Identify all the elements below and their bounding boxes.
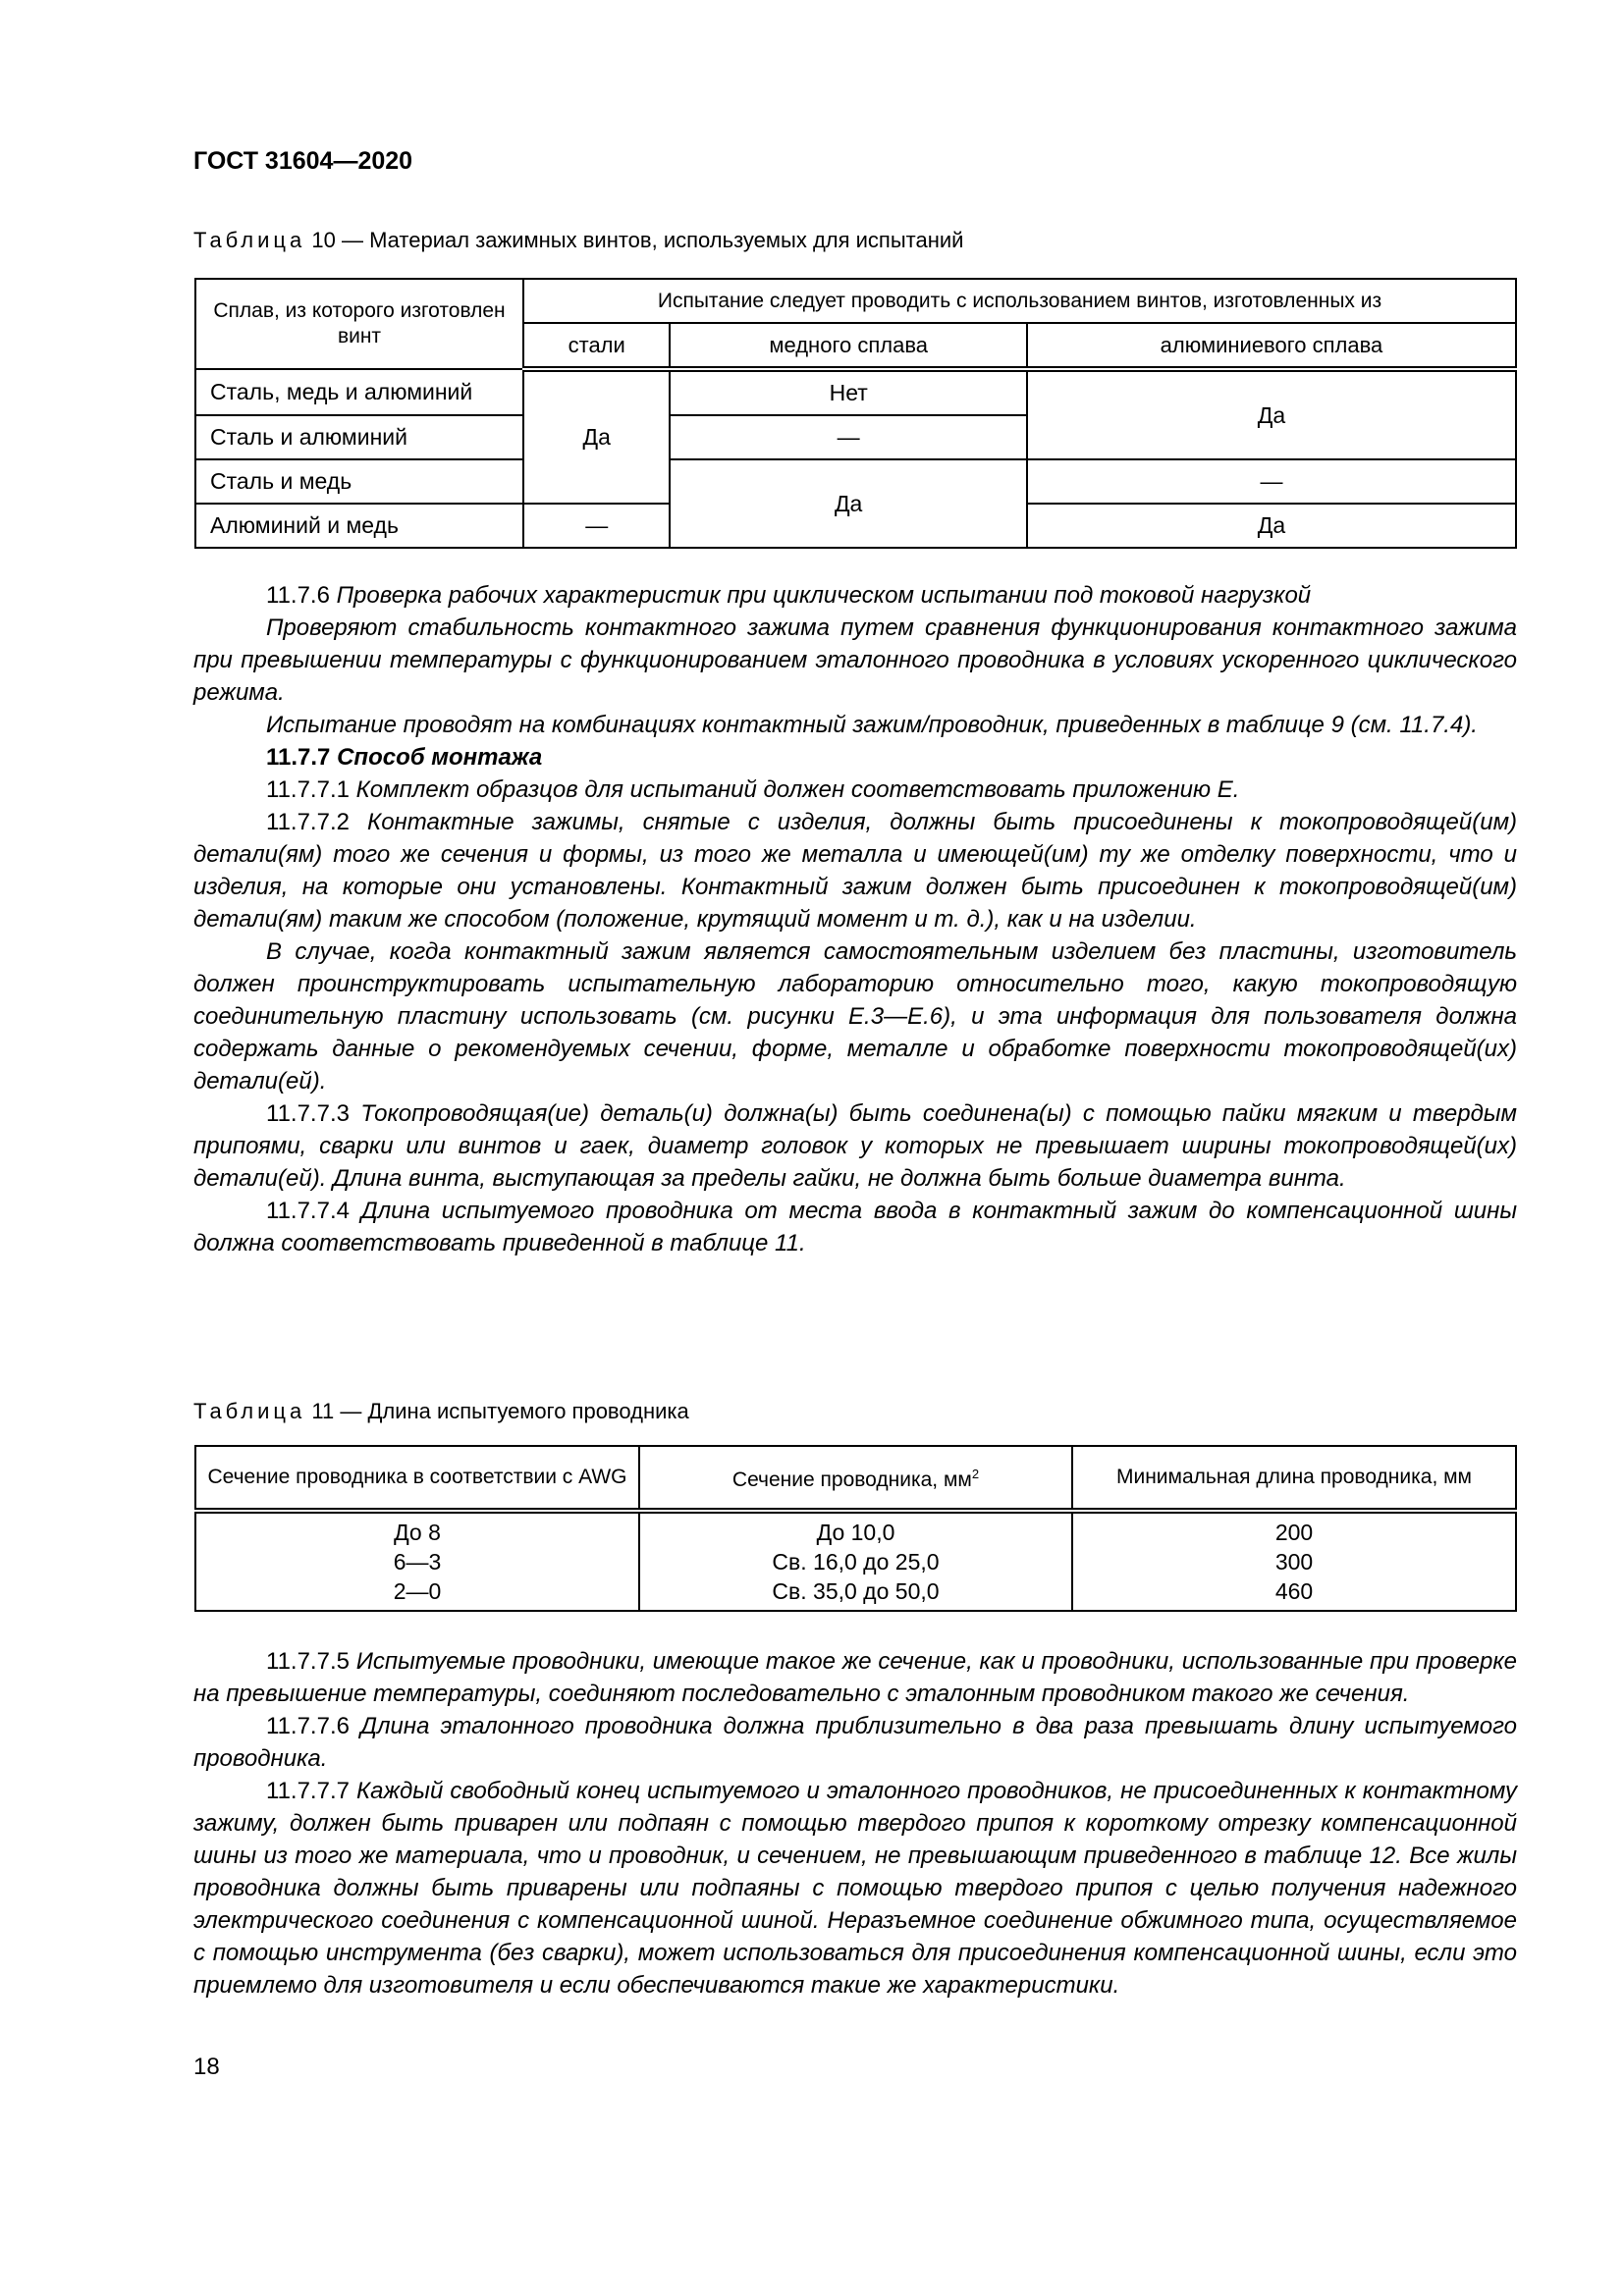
caption-text: 11 — Длина испытуемого проводника [311, 1399, 689, 1423]
header-text: Сечение проводника, мм [731, 1468, 972, 1491]
cell: 2—0 [393, 1578, 442, 1604]
cell: До 8 [394, 1520, 441, 1545]
cell: — [523, 504, 670, 548]
paragraph-text: Длина эталонного проводника должна приблизительно в два раза превышать длину испытуемого проводника. [193, 1713, 1517, 1772]
table10-caption [193, 228, 963, 253]
col-length [1072, 1511, 1516, 1611]
clause-number: 11.7.7.2 [266, 809, 350, 835]
paragraph-text: Проверяют стабильность контактного зажима путем сравнения функционирования контактного зажима при превышении температуры с функционированием эталонного проводника в условиях ускоренного циклического режима. [193, 614, 1517, 706]
row-label: Сталь, медь и алюминий [195, 369, 523, 415]
cell: — [670, 415, 1027, 459]
body-text-1 [193, 579, 1517, 1259]
header-aluminium: алюминиевого сплава [1027, 323, 1516, 369]
table-11 [194, 1445, 1517, 1612]
paragraph [193, 774, 1517, 806]
clause-number: 11.7.7 [266, 744, 331, 771]
paragraph [193, 1195, 1517, 1259]
cell: До 10,0 [816, 1520, 895, 1545]
header-awg: Сечение проводника в соответствии с AWG [195, 1446, 639, 1511]
cell: 200 [1274, 1520, 1314, 1545]
clause-number: 11.7.7.3 [266, 1100, 350, 1127]
clause-number: 11.7.7.6 [266, 1713, 350, 1739]
row-label: Сталь и медь [195, 459, 523, 504]
paragraph [193, 709, 1517, 741]
paragraph [193, 612, 1517, 709]
paragraph [193, 1710, 1517, 1775]
paragraph [193, 806, 1517, 935]
header-group: Испытание следует проводить с использованием винтов, изготовленных из [523, 279, 1516, 323]
caption-prefix: Таблица [193, 1399, 306, 1423]
clause-number: 11.7.6 [266, 582, 330, 609]
table11-caption [193, 1399, 689, 1424]
cell: 300 [1274, 1549, 1314, 1575]
row-label: Алюминий и медь [195, 504, 523, 548]
paragraph [193, 1775, 1517, 2002]
col-awg [195, 1511, 639, 1611]
cell: 460 [1274, 1578, 1314, 1604]
paragraph-text: Токопроводящая(ие) деталь(и) должна(ы) быть соединена(ы) с помощью пайки мягким и твердым припоями, сварки или винтов и гаек, диаметр головок у которых не превышает ширины токопроводящей(их) детали(ей). Длина винта, выступающая за пределы гайки, не должна быть больше диаметра винта. [193, 1100, 1517, 1192]
superscript: 2 [971, 1467, 980, 1481]
col-section [639, 1511, 1072, 1611]
body-text-2 [193, 1645, 1517, 2002]
paragraph-text: Способ монтажа [337, 744, 543, 771]
paragraph [193, 1097, 1517, 1195]
paragraph [193, 1645, 1517, 1710]
cell: Да [1027, 504, 1516, 548]
cell: Да [523, 369, 670, 504]
paragraph-text: Каждый свободный конец испытуемого и эталонного проводников, не присоединенных к контактному зажиму, должен быть приварен или подпаян с помощью твердого припоя к короткому отрезку компенсационной шины из того же материала, что и проводник, и сечением, не превышающим приведенного в таблице 12. Все жилы проводника должны быть приварены или подпаяны с помощью твердого припоя с целью получения надежного электрического соединения с компенсационной шиной. Неразъемное соединение обжимного типа, осуществляемое с помощью инструмента (без сварки), может использоваться для присоединения компенсационной шины, если это приемлемо для изготовителя и если обеспечиваются такие же характеристики. [193, 1778, 1517, 1999]
clause-number: 11.7.7.7 [266, 1778, 350, 1804]
cell: Да [670, 459, 1027, 548]
clause-number: 11.7.7.5 [266, 1648, 350, 1675]
paragraph-text: Контактные зажимы, снятые с изделия, должны быть присоединены к токопроводящей(им) детали(ям) того же сечения и формы, из того же металла и имеющей(им) ту же отделку поверхности, что и изделия, на которые они установлены. Контактный зажим должен быть присоединен к токопроводящей(им) детали(ям) таким же способом (положение, крутящий момент и т. д.), как и на изделии. [193, 809, 1518, 933]
header-copper: медного сплава [670, 323, 1027, 369]
paragraph [193, 579, 1517, 612]
cell: Св. 35,0 до 50,0 [772, 1578, 940, 1604]
paragraph [193, 935, 1517, 1097]
cell: — [1027, 459, 1516, 504]
cell: 6—3 [393, 1549, 442, 1575]
clause-number: 11.7.7.4 [266, 1198, 350, 1224]
paragraph-text: Длина испытуемого проводника от места ввода в контактный зажим до компенсационной шины должна соответствовать приведенной в таблице 11. [193, 1198, 1517, 1256]
paragraph-text: Испытание проводят на комбинациях контактный зажим/проводник, приведенных в таблице 9 (см. 11.7.4). [266, 712, 1478, 738]
paragraph-text: Проверка рабочих характеристик при циклическом испытании под токовой нагрузкой [336, 582, 1312, 609]
cell: Нет [670, 369, 1027, 415]
header-steel: стали [523, 323, 670, 369]
caption-text: 10 — Материал зажимных винтов, используемых для испытаний [311, 228, 964, 252]
caption-prefix: Таблица [193, 228, 306, 252]
page-number: 18 [193, 2054, 220, 2080]
document-header: ГОСТ 31604—2020 [193, 147, 413, 175]
paragraph-text: В случае, когда контактный зажим является самостоятельным изделием без пластины, изготовитель должен проинструктировать испытательную лабораторию относительно того, какую токопроводящую соединительную пластину использовать (см. рисунки Е.3—Е.6), и эта информация для пользователя должна содержать данные о рекомендуемых сечении, форме, металле и обработке поверхности токопроводящей(их) детали(ей). [193, 938, 1517, 1095]
header-length: Минимальная длина проводника, мм [1072, 1446, 1516, 1511]
paragraph [193, 741, 1517, 774]
header-alloy: Сплав, из которого изготовлен винт [195, 279, 523, 369]
header-section [639, 1446, 1072, 1511]
table-10 [194, 278, 1517, 549]
row-label: Сталь и алюминий [195, 415, 523, 459]
cell: Да [1027, 369, 1516, 459]
cell: Св. 16,0 до 25,0 [772, 1549, 940, 1575]
paragraph-text: Испытуемые проводники, имеющие такое же сечение, как и проводники, использованные при проверке на превышение температуры, соединяют последовательно с эталонным проводником такого же сечения. [193, 1648, 1517, 1707]
paragraph-text: Комплект образцов для испытаний должен соответствовать приложению Е. [355, 776, 1240, 803]
clause-number: 11.7.7.1 [266, 776, 350, 803]
